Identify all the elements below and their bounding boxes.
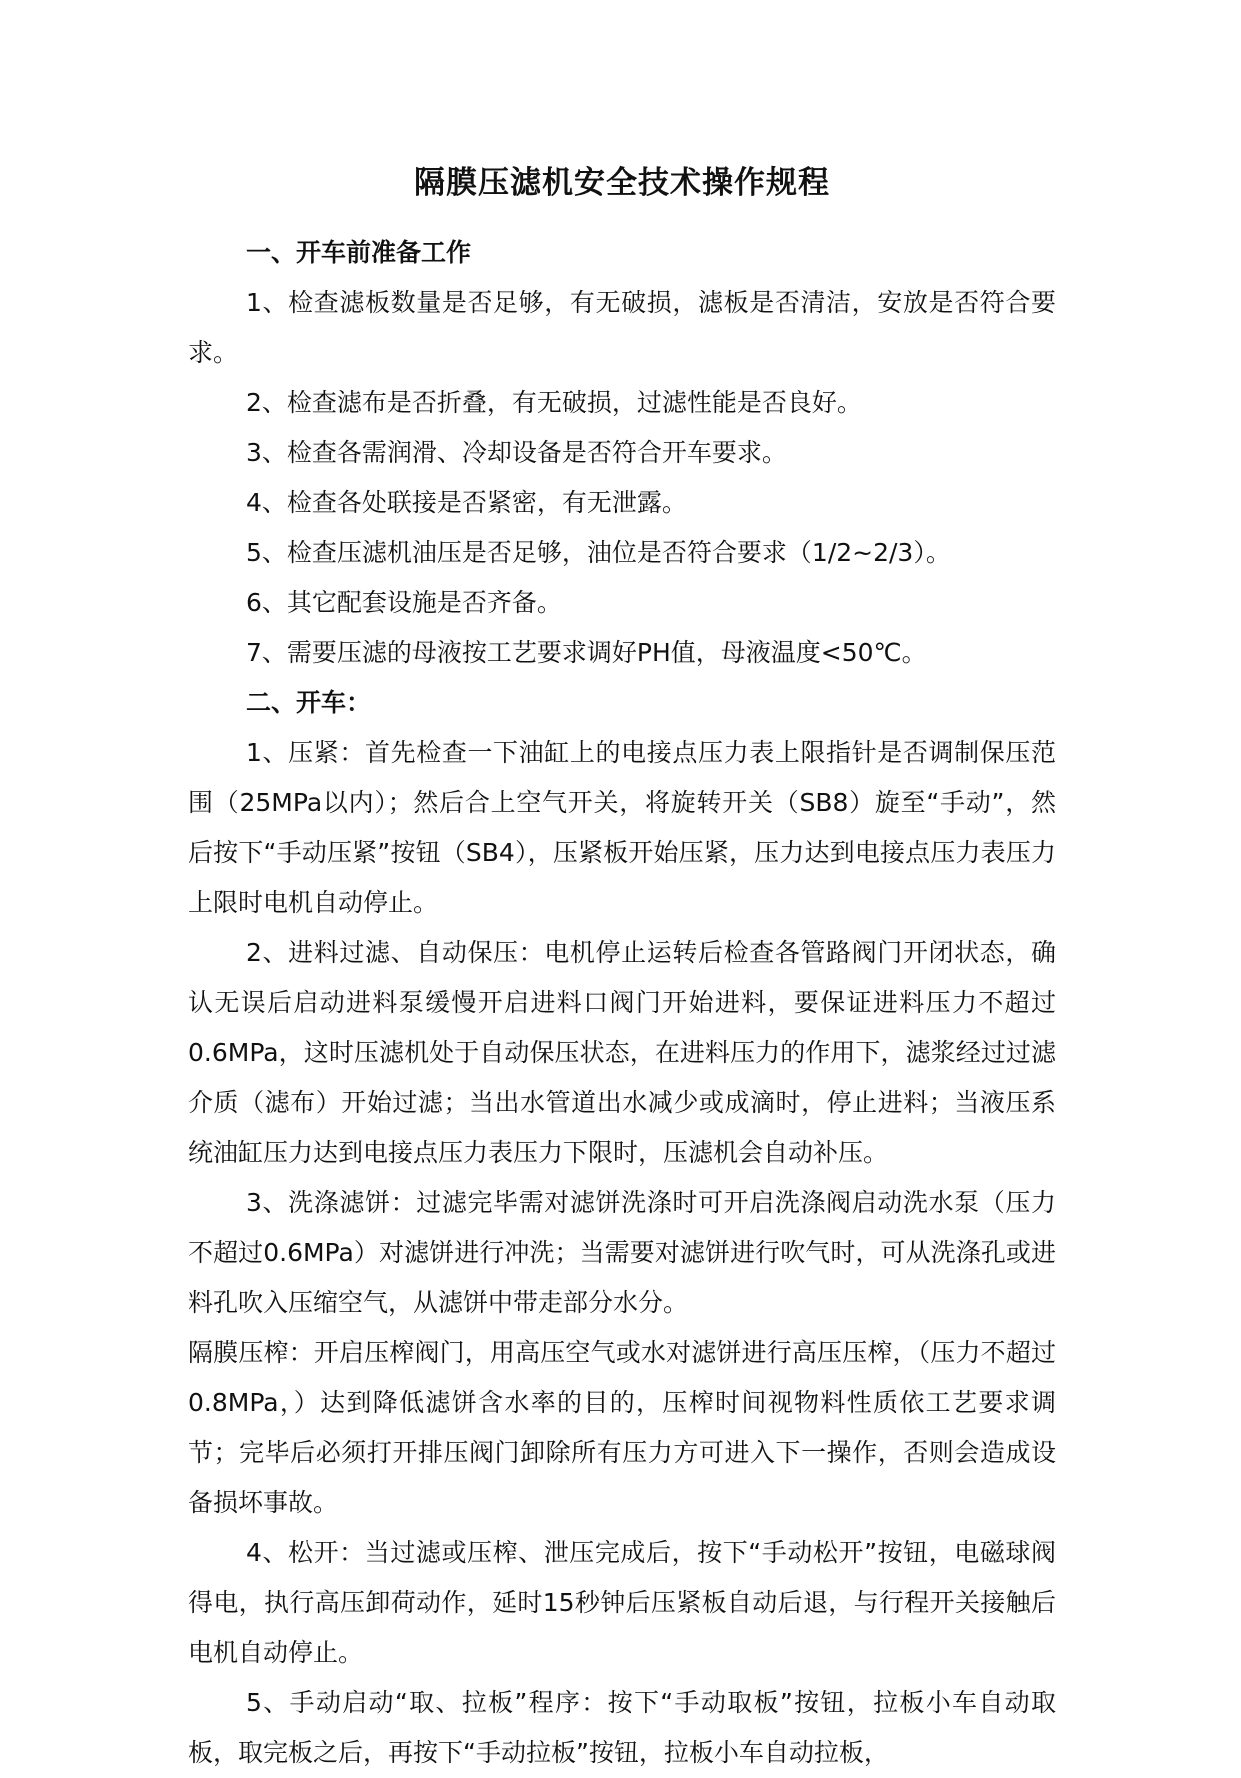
- paragraph-startup-1: 1、压紧：首先检查一下油缸上的电接点压力表上限指针是否调制保压范围（25MPa以内）；然后合上空气开关，将旋转开关（SB8）旋至“手动”，然后按下“手动压紧”按钮（SB4），压紧板开始压紧，压力达到电接点压力表压力上限时电机自动停止。: [188, 738, 1056, 917]
- section-heading-preparation: 一、开车前准备工作: [246, 238, 472, 267]
- section-heading-startup: 二、开车：: [246, 688, 372, 717]
- document-title: 隔膜压滤机安全技术操作规程: [414, 165, 830, 201]
- paragraph-prep-4: 4、检查各处联接是否紧密，有无泄露。: [246, 488, 687, 517]
- paragraph-startup-3: 3、洗涤滤饼：过滤完毕需对滤饼洗涤时可开启洗涤阀启动洗水泵（压力不超过0.6MPa）对滤饼进行冲洗；当需要对滤饼进行吹气时，可从洗涤孔或进料孔吹入压缩空气，从滤饼中带走部分水分。: [188, 1188, 1056, 1317]
- paragraph-prep-1: 1、检查滤板数量是否足够，有无破损，滤板是否清洁，安放是否符合要求。: [188, 288, 1056, 367]
- paragraph-prep-3: 3、检查各需润滑、冷却设备是否符合开车要求。: [246, 438, 787, 467]
- paragraph-startup-2: 2、进料过滤、自动保压：电机停止运转后检查各管路阀门开闭状态，确认无误后启动进料泵缓慢开启进料口阀门开始进料，要保证进料压力不超过0.6MPa，这时压滤机处于自动保压状态，在进料压力的作用下，滤浆经过过滤介质（滤布）开始过滤；当出水管道出水减少或成滴时，停止进料；当液压系统油缸压力达到电接点压力表压力下限时，压滤机会自动补压。: [188, 938, 1056, 1167]
- paragraph-diaphragm-press: 隔膜压榨：开启压榨阀门，用高压空气或水对滤饼进行高压压榨，（压力不超过0.8MPa，）达到降低滤饼含水率的目的，压榨时间视物料性质依工艺要求调节；完毕后必须打开排压阀门卸除所有压力方可进入下一操作，否则会造成设备损坏事故。: [188, 1338, 1056, 1517]
- paragraph-startup-4: 4、松开：当过滤或压榨、泄压完成后，按下“手动松开”按钮，电磁球阀得电，执行高压卸荷动作，延时15秒钟后压紧板自动后退，与行程开关接触后电机自动停止。: [188, 1538, 1056, 1667]
- paragraph-prep-6: 6、其它配套设施是否齐备。: [246, 588, 562, 617]
- paragraph-prep-7: 7、需要压滤的母液按工艺要求调好PH值，母液温度<50℃。: [246, 638, 927, 667]
- document-body: [188, 158, 1056, 1778]
- paragraph-prep-5: 5、检查压滤机油压是否足够，油位是否符合要求（1/2~2/3）。: [246, 538, 951, 567]
- paragraph-startup-5: 5、手动启动“取、拉板”程序：按下“手动取板”按钮，拉板小车自动取板，取完板之后，再按下“手动拉板”按钮，拉板小车自动拉板，: [188, 1688, 1056, 1767]
- paragraph-prep-2: 2、检查滤布是否折叠，有无破损，过滤性能是否良好。: [246, 388, 862, 417]
